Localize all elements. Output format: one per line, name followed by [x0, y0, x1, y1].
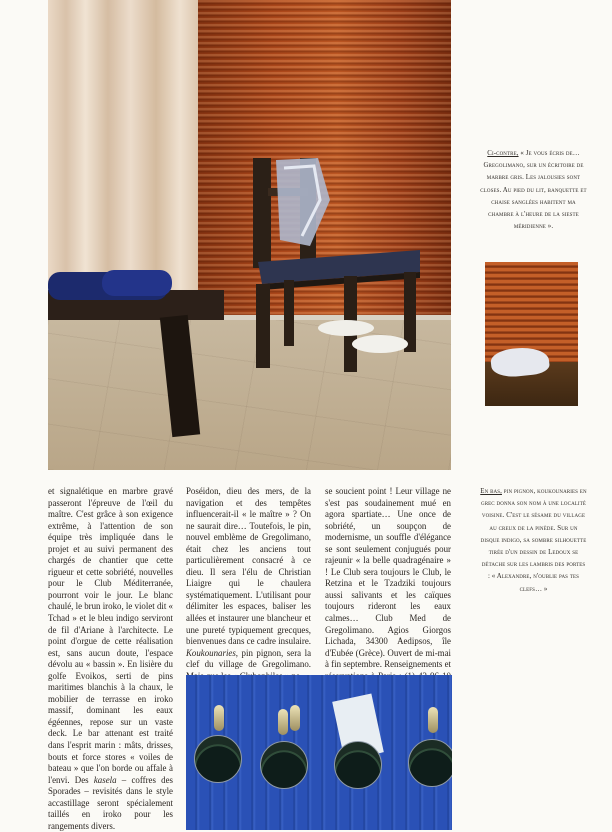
- key-icon: [278, 709, 288, 735]
- caption-top-lead: Ci-contre,: [487, 150, 519, 157]
- col1-tail: – coffres des Sporades – revisités dans le style accastillage seront spécialement taillés en iroko pour les rangements divers.: [48, 774, 174, 831]
- text-column-2: [186, 486, 311, 682]
- furniture-illustration: [48, 0, 451, 470]
- col2-italic: Koukounaries,: [186, 647, 239, 658]
- bench: [48, 270, 224, 437]
- key-icon: [428, 707, 438, 733]
- caption-bottom: [480, 486, 587, 596]
- key-tags-photo: [186, 675, 452, 830]
- pine-disc-tag: [408, 739, 452, 787]
- key-icon: [214, 705, 224, 731]
- col2-tail: pin pignon, sera la clef du village de Gregolimano.: [186, 647, 312, 670]
- col1-text: et signalétique en marbre gravé passeront l'épreuve de l'œil du maître. C'est grâce à son exigence extrême, à l'attention de son équipe très impliquée dans le projet et au suivi permanent des chargés de chantier que cette rigueur et cette sobriété, nouvelles pour le Club Méditerranée, pourront voir le jour. Le blanc chaulé, le brun iroko, le violet dit « Tchad » et le bleu indigo serviront de fil d'Ariane à l'architecte. Le point d'orgue de cette réalisation est, sans aucun doute, l'espace dévolu au « bassin ». En lisière du golfe Evoikos, serti de pins maritimes blanchis à la chaux, le mobilier de terrasse en iroko massif, dominant les eaux égéennes, repose sur un vaste deck. Le bar attenant est traité dans l'esprit marin : mâts, drisses, bouts et force stores « voiles de bateau » que l'on borde ou affale à l'envi. Des: [48, 486, 173, 785]
- pine-disc-tag: [260, 741, 308, 789]
- caption-bottom-lead: En bas,: [480, 488, 502, 495]
- text-column-1: [48, 486, 173, 832]
- key-icon: [290, 705, 300, 731]
- caption-top: [480, 148, 587, 233]
- pine-disc-tag: [194, 735, 242, 783]
- caption-bottom-body: pin pignon, koukounaries en grec donna son nom à une localité voisine. C'est le sésame du village au creux de la pinède. Sur un disque indigo, sa sombre silhouette tirée d'un dessin de Ledoux se détache sur les lambris des portes : « Alexandre, n'oublie pas tes clefs… »: [480, 488, 587, 593]
- col1-italic: kasela: [93, 774, 117, 785]
- slippers: [318, 320, 408, 353]
- small-photo-writing-desk: [485, 262, 578, 406]
- main-photo: [48, 0, 451, 470]
- col2-text: Poséidon, dieu des mers, de la navigation et des tempêtes influencerait-il « le maître » ? On ne saurait dire… Toutefois, le pin, nouvel emblème de Gregolimano, était chez les anciens tout particulièrement consacré à ce dieu. Il sera l'élu de Christian Liaigre qui le chaulera systématiquement. L'utilisant pour délimiter les espaces, baliser les allées et instaurer une blancheur et une pureté typiquement grecques, bienvenues dans ce cadre insulaire.: [186, 486, 311, 647]
- pine-disc-tag: [334, 741, 382, 789]
- caption-top-body: « Je vous écris de… Gregolimano, sur un écritoire de marbre gris. Les jalousies sont closes. Au pied du lit, banquette et chaise sanglées habitent ma chambre à l'heure de la sieste méridienne ».: [480, 150, 587, 231]
- text-column-3: [325, 486, 451, 694]
- col3-text: se soucient point ! Leur village ne s'est pas soudainement mué en agora spartiate… Une once de sobriété, un soupçon de modernisme, un souffle d'élégance se sont seulement conjugués pour rajeunir « la belle quadragénaire » ! Le Club sera toujours le Club, le Retzina et le Tzadziki toujours aussi salivants et les caïques toujours rideront les eaux calmes… Club Med de Gregolimano. Agios Giorgos Lichada, 34300 Aedipsos, île d'Eubée (Grèce). Ouvert de mi-mai à fin septembre. Renseignements et: [325, 486, 451, 670]
